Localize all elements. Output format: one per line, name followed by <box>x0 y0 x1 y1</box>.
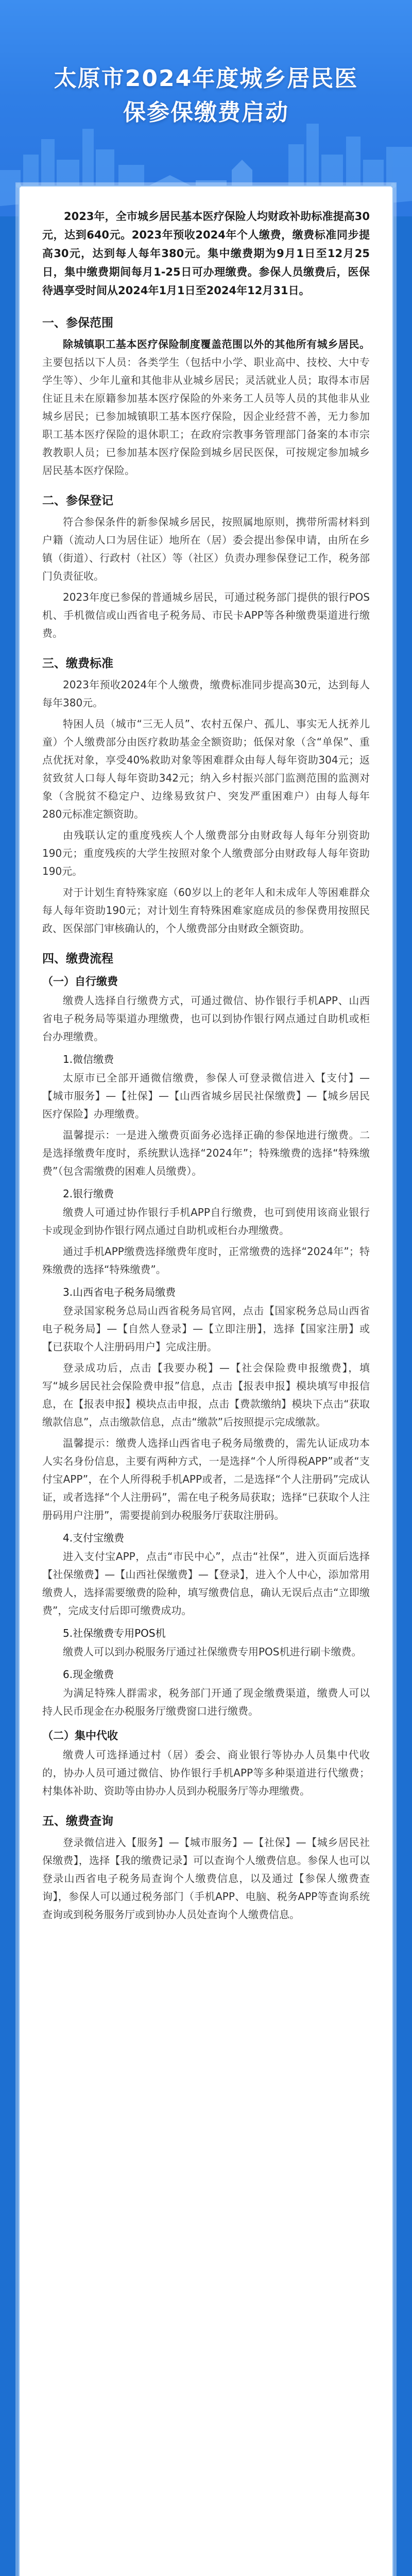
process-paragraph: 缴费人可以到办税服务厅通过社保缴费专用POS机进行刷卡缴费。 <box>63 1646 362 1658</box>
method-title-bank: 2.银行缴费 <box>63 1188 114 1200</box>
standard-paragraph: 由残联认定的重度残疾人个人缴费部分由财政每人每年分别资助190元；重度残疾的大学生按照对象个人缴费部分由财政每人每年资助190元。 <box>42 829 370 877</box>
registration-paragraph: 2023年度已参保的普通城乡居民，可通过税务部门提供的银行POS机、手机微信或山西省电子税务局、市民卡APP等各种缴费渠道进行缴费。 <box>42 591 370 639</box>
process-paragraph: 通过手机APP缴费选择缴费年度时，正常缴费的选择“2024年”；特殊缴费的选择“特殊缴费”。 <box>42 1245 370 1276</box>
section-title-scope: 一、参保范围 <box>42 316 113 330</box>
process-paragraph: 登录国家税务总局山西省税务局官网，点击【国家税务总局山西省电子税务局】—【自然人登录】—【立即注册】，选择【国家注册】或【已获取个人注册码用户】完成注册。 <box>42 1304 370 1353</box>
query-paragraph: 登录微信进入【服务】—【城市服务】—【社保】—【城乡居民社保缴费】，选择【我的缴费记录】可以查询个人缴费信息。参保人也可以登录山西省电子税务局查询个人缴费信息，以及通过【参保人缴费查询】，参保人可以通过税务部门（手机APP、电脑、税务APP等查询系统查询或到税务服务厅或到协办人员处查询个人缴费信息。 <box>42 1836 370 1921</box>
intro-paragraph: 2023年，全市城乡居民基本医疗保险人均财政补助标准提高30元，达到640元。2023年预收2024年个人缴费，缴费标准同步提高30元，达到每人每年380元。集中缴费期为9月1日至12月25日，集中缴费期间每月1-25日可办理缴费。参保人员缴费后，医保待遇享受时间从2024年1月1日至2024年12月31日。 <box>42 210 370 297</box>
section-title-process: 四、缴费流程 <box>42 952 113 965</box>
process-paragraph: 缴费人可通过协作银行手机APP自行缴费，也可到使用该商业银行卡或现金到协作银行网点通过自助机或柜台办理缴费。 <box>42 1206 370 1236</box>
section-title-registration: 二、参保登记 <box>42 494 113 507</box>
process-paragraph: 缴费人选择自行缴费方式，可通过微信、协作银行手机APP、山西省电子税务局等渠道办理缴费，也可以到协作银行网点通过自助机或柜台办理缴费。 <box>42 994 370 1043</box>
method-title-alipay: 4.支付宝缴费 <box>63 1532 125 1544</box>
method-title-wechat: 1.微信缴费 <box>63 1053 114 1065</box>
process-paragraph: 登录成功后，点击【我要办税】—【社会保险费申报缴费】，填写“城乡居民社会保险费申报”信息，点击【报表申报】模块填写申报信息，在【报表申报】模块点击申报，点击【费款缴纳】模块下点击“获取缴款信息”，点击缴款信息，点击“缴款”后按照提示完成缴款。 <box>42 1362 370 1428</box>
page-title: 太原市2024年度城乡居民医 保参保缴费启动 <box>54 65 358 126</box>
process-paragraph: 缴费人可选择通过村（居）委会、商业银行等协办人员集中代收的，协办人员可通过微信、协作银行手机APP等多种渠道进行代缴费；村集体补助、资助等由协办人员到办税服务厅等办理缴费。 <box>42 1749 370 1797</box>
method-title-pos: 5.社保缴费专用POS机 <box>63 1627 166 1639</box>
subsection-title-self-pay: （一）自行缴费 <box>42 975 118 988</box>
process-paragraph: 太原市已全部开通微信缴费，参保人可登录微信进入【支付】—【城市服务】—【社保】—【山西省城乡居民社保缴费】—【城乡居民医疗保险】办理缴费。 <box>42 1072 370 1120</box>
standard-paragraph: 2023年预收2024年个人缴费，缴费标准同步提高30元，达到每人每年380元。 <box>42 679 370 709</box>
tip-paragraph: 温馨提示：一是进入缴费页面务必选择正确的参保地进行缴费。二是选择缴费年度时，系统默认选择“2024年”；特殊缴费的选择“特殊缴费”（包含需缴费的困难人员缴费）。 <box>42 1129 370 1177</box>
section-title-standard: 三、缴费标准 <box>42 657 113 670</box>
standard-paragraph: 特困人员（城市“三无人员”、农村五保户、孤儿、事实无人抚养儿童）个人缴费部分由医疗救助基金全额资助；低保对象（含“单保”、重点优抚对象，享受40%救助对象等困难群众由每人每年资助304元；返贫致贫人口每人每年资助342元；纳入乡村振兴部门监测范围的监测对象（含脱贫不稳定户、边缘易致贫户、突发严重困难户）由每人每年280元标准定额资助。 <box>42 718 370 820</box>
registration-paragraph: 符合参保条件的新参保城乡居民，按照属地原则，携带所需材料到户籍（流动人口为居住证）地所在（居）委会提出参保申请，由所在乡镇（街道）、行政村（社区）等（社区）负责办理参保登记工作，税务部门负责征收。 <box>42 516 370 582</box>
notice-document <box>19 185 393 2576</box>
corner-dot-decoration <box>391 183 396 188</box>
method-title-cash: 6.现金缴费 <box>63 1668 114 1681</box>
process-paragraph: 为满足特殊人群需求，税务部门开通了现金缴费渠道，缴费人可以持人民币现金在办税服务厅缴费窗口进行缴费。 <box>42 1687 370 1717</box>
method-title-etax: 3.山西省电子税务局缴费 <box>63 1286 176 1298</box>
process-paragraph: 进入支付宝APP，点击“市民中心”，点击“社保”，进入页面后选择【社保缴费】—【山西社保缴费】—【登录】，进入个人中心，添加常用缴费人，选择需要缴费的险种，填写缴费信息，确认无误后点击“立即缴费”，完成支付后即可缴费成功。 <box>42 1550 370 1617</box>
scope-lead: 除城镇职工基本医疗保险制度覆盖范围以外的其他所有城乡居民。主要包括以下人员：各类学生（包括中小学、职业高中、技校、大中专学生等）、少年儿童和其他非从业城乡居民；灵活就业人员；取得本市居住证且未在原籍参加基本医疗保险的外来务工人员等人员的其他非从业城乡居民；已参加城镇职工基本医疗保险，因企业经营不善，无力参加职工基本医疗保险的退休职工；在政府宗教事务管理部门备案的本市宗教教职人员；已参加基本医疗保险到城乡居民医保，可按规定参加城乡居民基本医疗保险。 <box>42 338 370 477</box>
tip-paragraph: 温馨提示：缴费人选择山西省电子税务局缴费的，需先认证成功本人实名身份信息，主要有两种方式，一是选择“个人所得税APP”或者“支付宝APP”，在个人所得税手机APP或者，二是选择“个人注册码”完成认证，或者选择“个人注册码”，需在电子税务局获取；选择“已获取个人注册码用户注册”，需要提前到办税服务厅获取注册码。 <box>42 1437 370 1521</box>
corner-dot-decoration <box>16 183 21 188</box>
subsection-title-collective: （二）集中代收 <box>42 1730 118 1742</box>
section-title-query: 五、缴费查询 <box>42 1815 113 1828</box>
header-banner <box>0 0 412 216</box>
standard-paragraph: 对于计划生育特殊家庭（60岁以上的老年人和未成年人等困难群众每人每年资助190元；对计划生育特殊困难家庭成员的参保费用按照民政、医保部门审核确认的，个人缴费部分由财政全额资助。 <box>42 886 370 935</box>
